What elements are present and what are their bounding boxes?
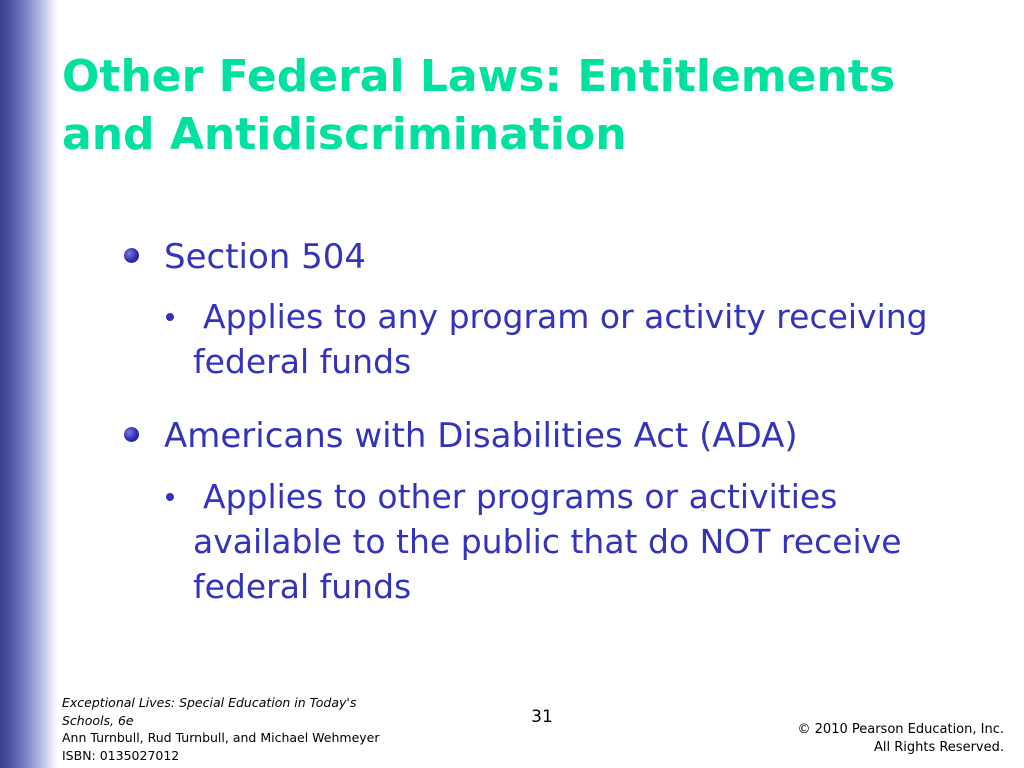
sub-bullet-text xyxy=(193,474,983,609)
sub-bullet-line: Applies to other programs or activities xyxy=(203,477,838,516)
footer-book-title-line-1: Exceptional Lives: Special Education in Today's xyxy=(62,695,357,710)
slide-title-line-1: Other Federal Laws: Entitlements xyxy=(62,51,896,102)
bullet-text: Section 504 xyxy=(164,237,367,277)
sub-bullet-line: available to the public that do NOT receive xyxy=(193,522,902,561)
rights-text: All Rights Reserved. xyxy=(873,740,1004,755)
sub-bullet-line: federal funds xyxy=(193,567,412,606)
footer-isbn: ISBN: 0135027012 xyxy=(62,747,180,763)
bullet-text: Americans with Disabilities Act (ADA) xyxy=(164,416,798,456)
sub-bullet-text xyxy=(193,294,983,384)
copyright-text: © 2010 Pearson Education, Inc. xyxy=(797,722,1004,737)
slide-title-line-2: and Antidiscrimination xyxy=(62,109,627,160)
sub-bullet-line: Applies to any program or activity receiving xyxy=(203,297,928,336)
bullet-dot-icon xyxy=(124,248,139,263)
page-number: 31 xyxy=(531,707,553,727)
sub-bullet-line: federal funds xyxy=(193,342,412,381)
sub-bullet-dot-icon xyxy=(166,313,174,321)
footer-authors: Ann Turnbull, Rud Turnbull, and Michael Wehmeyer xyxy=(62,730,380,745)
footer-copyright xyxy=(798,721,1004,757)
footer-citation xyxy=(62,694,402,764)
sub-bullet-dot-icon xyxy=(166,493,174,501)
footer-book-title-line-2: Schools, 6e xyxy=(62,712,134,728)
bullet-dot-icon xyxy=(124,427,139,442)
